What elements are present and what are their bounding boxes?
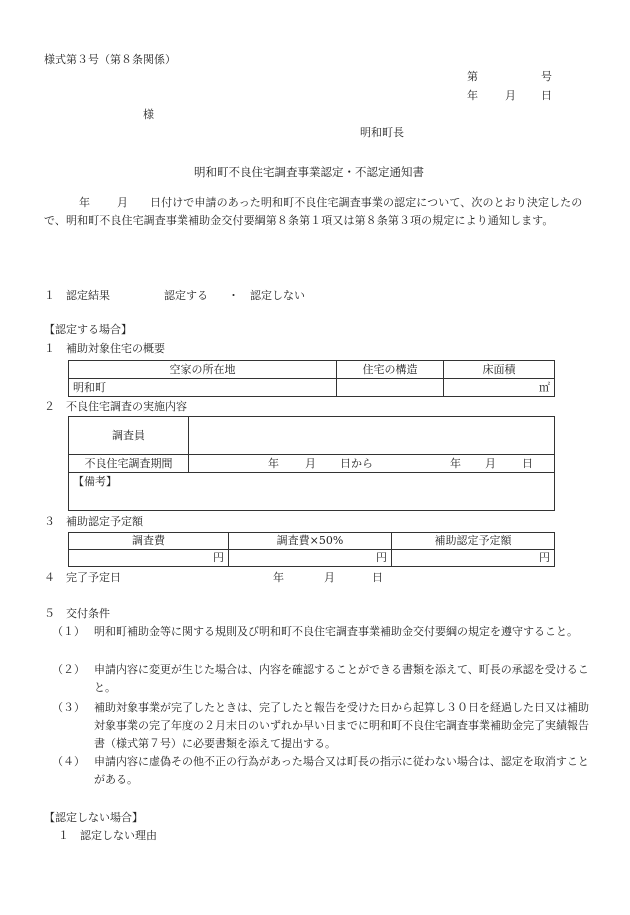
header-location: 空家の所在地 bbox=[69, 361, 337, 379]
completion-month: 月 bbox=[324, 571, 335, 584]
survey-cost-half-unit: 円 bbox=[229, 550, 392, 567]
header-floor-area: 床面積 bbox=[444, 361, 555, 379]
period-from-year: 年 bbox=[268, 457, 279, 470]
issuer: 明和町長 bbox=[360, 126, 404, 139]
housing-overview-table bbox=[68, 360, 555, 397]
condition-number: （１） bbox=[52, 625, 85, 638]
investigation-table bbox=[68, 416, 555, 511]
item2-label: ２ 不良住宅調査の実施内容 bbox=[44, 400, 187, 413]
structure-value bbox=[337, 379, 444, 397]
condition-item bbox=[52, 661, 592, 697]
intro-paragraph: 日付けで申請のあった明和町不良住宅調査事業の認定について、次のとおり決定したので、明和町不良住宅調査事業補助金交付要綱第８条第１項又は第８条第３項の規定により通知します。 bbox=[44, 196, 583, 227]
investigator-value bbox=[189, 417, 555, 455]
completion-day: 日 bbox=[372, 571, 383, 584]
period-to-year: 年 bbox=[450, 457, 461, 470]
result-approve: 認定する bbox=[164, 289, 208, 302]
investigator-label: 調査員 bbox=[69, 417, 189, 455]
survey-cost-unit: 円 bbox=[69, 550, 229, 567]
result-separator: ・ bbox=[228, 289, 239, 302]
condition-number: （３） bbox=[52, 701, 85, 714]
completion-year: 年 bbox=[273, 571, 284, 584]
period-label: 不良住宅調査期間 bbox=[69, 455, 189, 473]
header-survey-cost: 調査費 bbox=[69, 533, 229, 550]
intro-year: 年 bbox=[79, 196, 90, 209]
date-year: 年 bbox=[467, 89, 478, 102]
condition-number: （２） bbox=[52, 663, 85, 676]
condition-text: 明和町補助金等に関する規則及び明和町不良住宅調査事業補助金交付要綱の規定を遵守すること。 bbox=[94, 625, 578, 638]
period-from-suffix: 日から bbox=[340, 457, 373, 470]
intro-month: 月 bbox=[117, 196, 128, 209]
document-title: 明和町不良住宅調査事業認定・不認定通知書 bbox=[194, 165, 424, 179]
denied-reason-label: １ 認定しない理由 bbox=[58, 829, 157, 842]
period-to-month: 月 bbox=[485, 457, 496, 470]
form-label: 様式第３号（第８条関係） bbox=[44, 53, 176, 66]
subsidy-amount-unit: 円 bbox=[392, 550, 555, 567]
result-deny: 認定しない bbox=[250, 289, 305, 302]
item3-label: ３ 補助認定予定額 bbox=[44, 515, 143, 528]
period-value bbox=[189, 455, 555, 473]
result-label: １ 認定結果 bbox=[44, 289, 110, 302]
floor-area-unit: ㎡ bbox=[444, 379, 555, 397]
condition-text: 申請内容に虚偽その他不正の行為があった場合又は町長の指示に従わない場合は、認定を取消すことがある。 bbox=[94, 755, 589, 786]
item4-label: ４ 完了予定日 bbox=[44, 571, 121, 584]
remarks-cell bbox=[69, 473, 555, 511]
doc-number-prefix: 第 bbox=[467, 70, 478, 83]
header-subsidy-amount: 補助認定予定額 bbox=[392, 533, 555, 550]
condition-item bbox=[52, 699, 592, 753]
doc-number-suffix: 号 bbox=[541, 70, 552, 83]
date-day: 日 bbox=[541, 89, 552, 102]
subsidy-amount-table bbox=[68, 532, 555, 567]
condition-item bbox=[52, 753, 592, 789]
period-from-month: 月 bbox=[305, 457, 316, 470]
remarks-label: 【備考】 bbox=[73, 475, 117, 488]
date-month: 月 bbox=[505, 89, 516, 102]
condition-number: （４） bbox=[52, 755, 85, 768]
denied-heading: 【認定しない場合】 bbox=[44, 811, 143, 824]
location-value: 明和町 bbox=[69, 379, 337, 397]
item5-label: ５ 交付条件 bbox=[44, 607, 110, 620]
header-survey-cost-half: 調査費×50% bbox=[229, 533, 392, 550]
item1-label: １ 補助対象住宅の概要 bbox=[44, 342, 165, 355]
period-to-day: 日 bbox=[522, 457, 533, 470]
approved-heading: 【認定する場合】 bbox=[44, 323, 132, 336]
condition-item bbox=[52, 623, 592, 641]
addressee-suffix: 様 bbox=[143, 108, 154, 121]
condition-text: 補助対象事業が完了したときは、完了したと報告を受けた日から起算し３０日を経過した日又は補助対象事業の完了年度の２月末日のいずれか早い日までに明和町不良住宅調査事業補助金完了実績報告書（様式第７号）に必要書類を添えて提出する。 bbox=[94, 701, 589, 750]
condition-text: 申請内容に変更が生じた場合は、内容を確認することができる書類を添えて、町長の承認を受けること。 bbox=[94, 663, 589, 694]
header-structure: 住宅の構造 bbox=[337, 361, 444, 379]
